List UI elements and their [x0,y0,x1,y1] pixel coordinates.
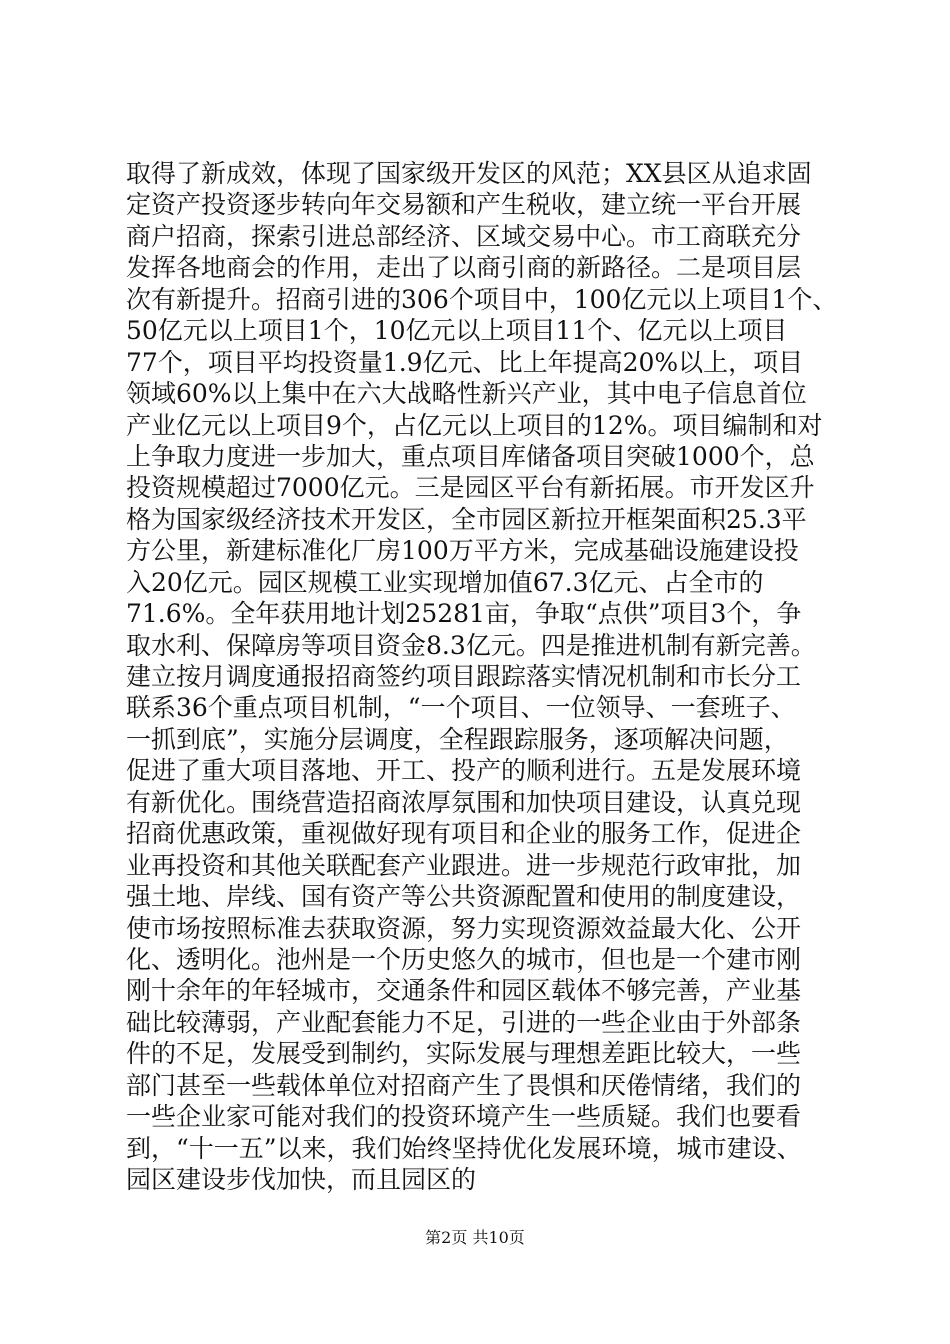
text-line: 一抓到底”，实施分层调度，全程跟踪服务，逐项解决问题， [126,724,789,754]
text-line: 部门甚至一些载体单位对招商产生了畏惧和厌倦情绪，我们的 [126,1070,802,1100]
text-line: 商户招商，探索引进总部经济、区域交易中心。市工商联充分 [126,221,802,251]
text-line: 入20亿元。园区规模工业实现增加值67.3亿元、占全市的 [126,567,764,597]
text-line: 化、透明化。池州是一个历史悠久的城市，但也是一个建市刚 [126,944,802,974]
text-line: 促进了重大项目落地、开工、投产的顺利进行。五是发展环境 [126,756,802,786]
text-line: 有新优化。围绕营造招商浓厚氛围和加快项目建设，认真兑现 [126,787,802,817]
text-line: 取得了新成效，体现了国家级开发区的风范；XX县区从追求固 [126,159,812,188]
text-line: 件的不足，发展受到制约，实际发展与理想差距比较大，一些 [126,1039,802,1069]
text-line: 取水利、保障房等项目资金8.3亿元。四是推进机制有新完善。 [126,630,816,660]
text-line: 上争取力度进一步加大，重点项目库储备项目突破1000个，总 [126,441,815,471]
text-line: 使市场按照标准去获取资源，努力实现资源效益最大化、公开 [126,913,802,943]
body-text [126,158,846,1195]
text-line: 联系36个重点项目机制，“一个项目、一位领导、一套班子、 [126,693,796,723]
text-line: 刚十余年的年轻城市，交通条件和园区载体不够完善，产业基 [126,976,802,1006]
text-line: 格为国家级经济技术开发区，全市园区新拉开框架面积25.3平 [126,504,807,534]
text-line: 领域60%以上集中在六大战略性新兴产业，其中电子信息首位 [126,379,807,409]
text-line: 园区建设步伐加快，而且园区的 [126,1165,477,1194]
text-line: 建立按月调度通报招商签约项目跟踪落实情况机制和市长分工 [126,662,802,691]
text-line: 71.6%。全年获用地计划25281亩，争取“点供”项目3个，争 [126,599,802,629]
text-line: 77个，项目平均投资量1.9亿元、比上年提高20%以上，项目 [126,347,804,377]
text-line: 一些企业家可能对我们的投资环境产生一些质疑。我们也要看 [126,1102,802,1132]
text-line: 投资规模超过7000亿元。三是园区平台有新拓展。市开发区升 [126,473,815,503]
text-line: 发挥各地商会的作用，走出了以商引商的新路径。二是项目层 [126,253,802,283]
text-line: 招商优惠政策，重视做好现有项目和企业的服务工作，促进企 [126,819,802,849]
text-line: 产业亿元以上项目9个，占亿元以上项目的12%。项目编制和对 [126,410,823,440]
text-line: 定资产投资逐步转向年交易额和产生税收，建立统一平台开展 [126,190,802,220]
text-line: 50亿元以上项目1个，10亿元以上项目11个、亿元以上项目 [126,316,788,346]
text-line: 强土地、岸线、国有资产等公共资源配置和使用的制度建设， [126,882,802,912]
page-footer: 第2页 共10页 [425,1228,525,1247]
text-line: 到，“十一五”以来，我们始终坚持优化发展环境，城市建设、 [126,1133,802,1163]
text-line: 次有新提升。招商引进的306个项目中，100亿元以上项目1个、 [126,284,838,314]
text-line: 方公里，新建标准化厂房100万平方米，完成基础设施建设投 [126,536,799,566]
text-line: 业再投资和其他关联配套产业跟进。进一步规范行政审批，加 [126,850,802,880]
text-line: 础比较薄弱，产业配套能力不足，引进的一些企业由于外部条 [126,1007,802,1037]
